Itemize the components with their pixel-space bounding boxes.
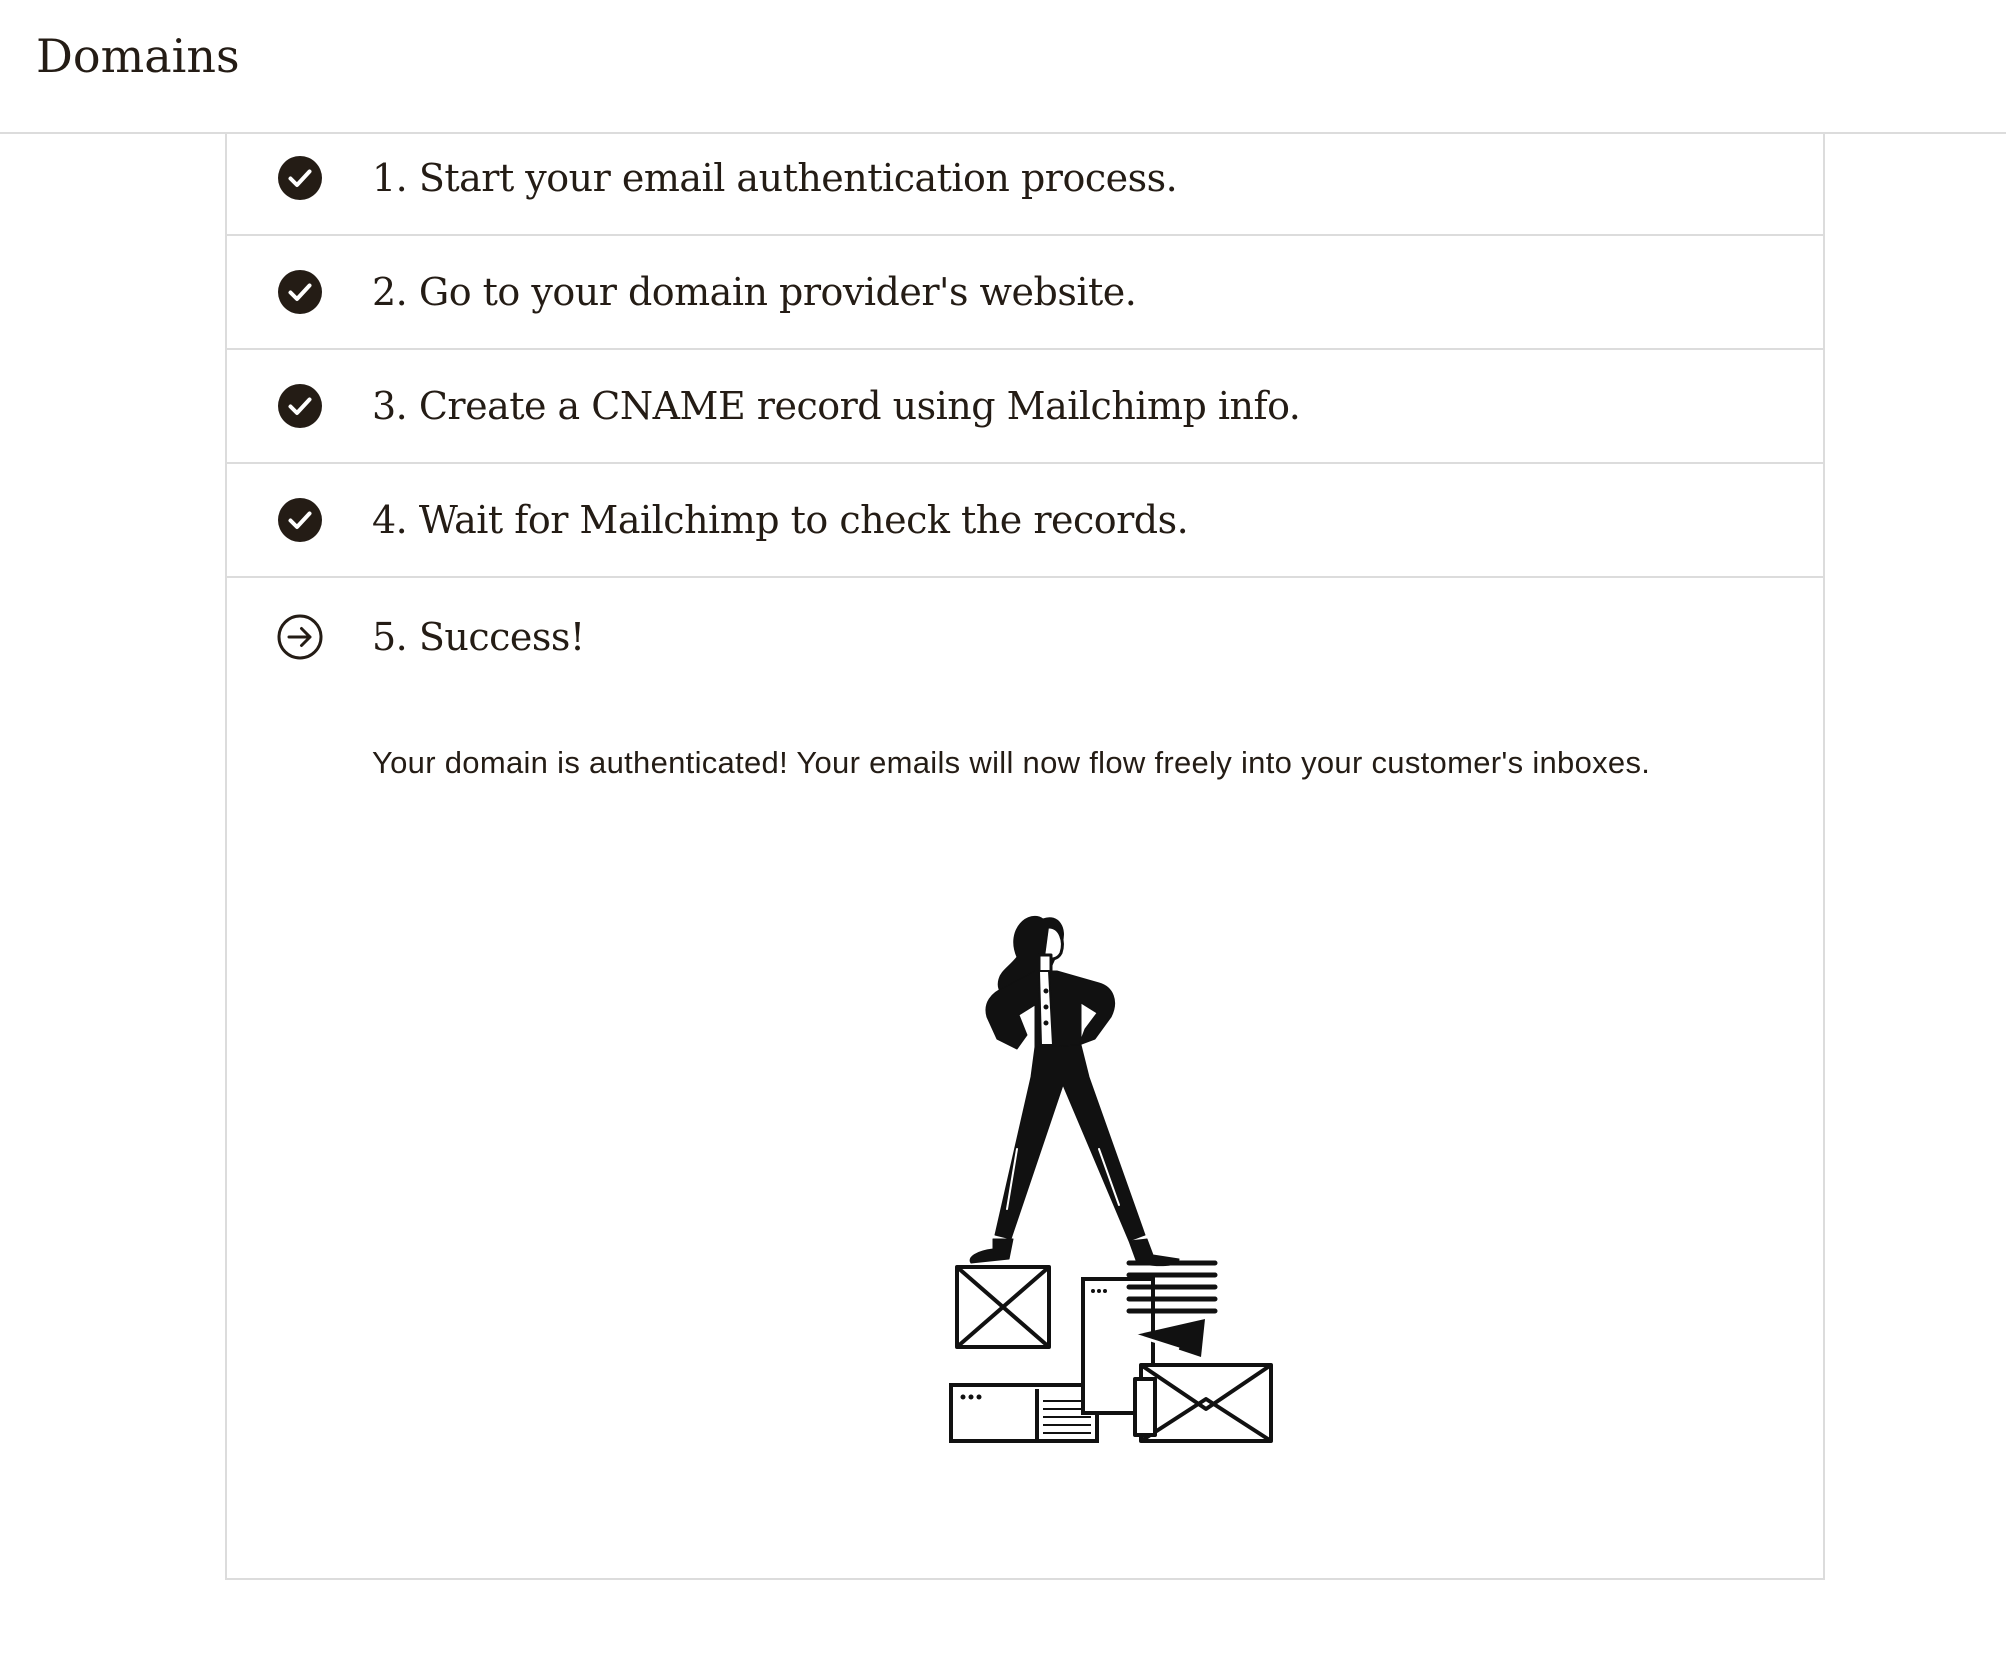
step-label: 4. Wait for Mailchimp to check the records. [372, 498, 1189, 542]
page-title: Domains [36, 29, 240, 83]
step-label: 2. Go to your domain provider's website. [372, 270, 1137, 314]
success-description: Your domain is authenticated! Your emails will now flow freely into your customer's inboxes. [372, 745, 1651, 780]
step-item[interactable] [227, 236, 1823, 350]
check-circle-icon [277, 269, 323, 315]
arrow-right-circle-icon [277, 614, 323, 660]
check-circle-icon [277, 497, 323, 543]
woman-standing-on-envelopes-illustration [867, 909, 1467, 1589]
step-item[interactable] [227, 464, 1823, 578]
check-circle-icon [277, 155, 323, 201]
step-label: 3. Create a CNAME record using Mailchimp info. [372, 384, 1301, 428]
step-item[interactable] [227, 350, 1823, 464]
page-header [0, 0, 2006, 134]
step-item[interactable] [227, 134, 1823, 236]
check-circle-icon [277, 383, 323, 429]
step-label: 5. Success! [372, 615, 585, 659]
authentication-steps-panel [225, 134, 1825, 1580]
step-label: 1. Start your email authentication process. [372, 156, 1178, 200]
